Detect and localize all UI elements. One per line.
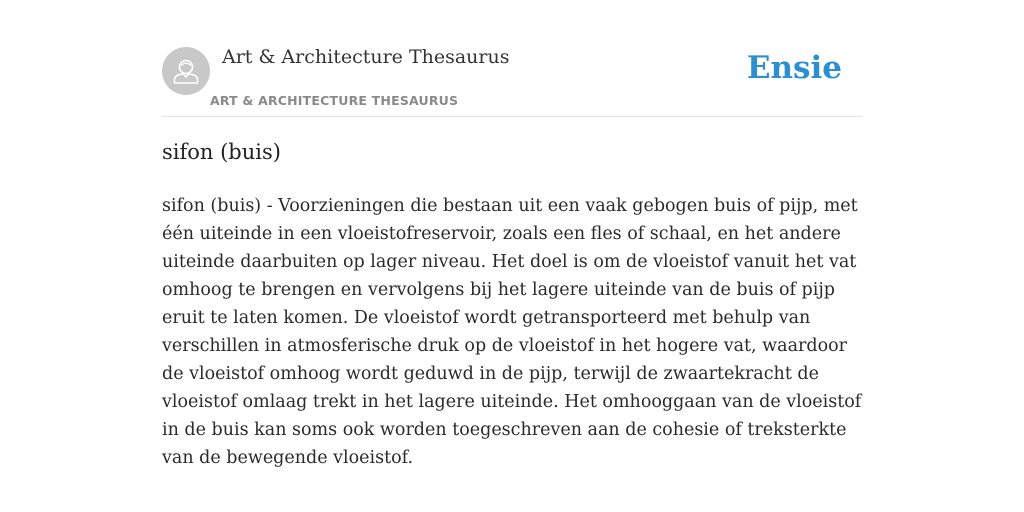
source-title[interactable]: Art & Architecture Thesaurus <box>222 46 510 68</box>
entry-header <box>162 0 862 117</box>
entry-term: sifon (buis) <box>162 140 281 164</box>
brand-logo[interactable]: Ensie <box>746 50 842 86</box>
user-icon <box>162 47 210 95</box>
source-subtitle[interactable]: ART & ARCHITECTURE THESAURUS <box>210 93 459 108</box>
avatar[interactable] <box>162 47 210 95</box>
entry-definition: sifon (buis) - Voorzieningen die bestaan uit een vaak gebogen buis of pijp, met één uiteinde in een vloeistofreservoir, zoals een fles of schaal, en het andere uiteinde daarbuiten op lager niveau. Het doel is om de vloeistof vanuit het vat omhoog te brengen en vervolgens bij het lagere uiteinde van de buis of pijp eruit te laten komen. De vloeistof wordt getransporteerd met behulp van verschillen in atmosferische druk op de vloeistof in het hogere vat, waardoor de vloeistof omhoog wordt geduwd in de pijp, terwijl de zwaartekracht de vloeistof omlaag trekt in het lagere uiteinde. Het omhooggaan van de vloeistof in de buis kan soms ook worden toegeschreven aan de cohesie of treksterkte van de bewegende vloeistof. <box>162 196 862 468</box>
entry-card <box>162 0 862 512</box>
